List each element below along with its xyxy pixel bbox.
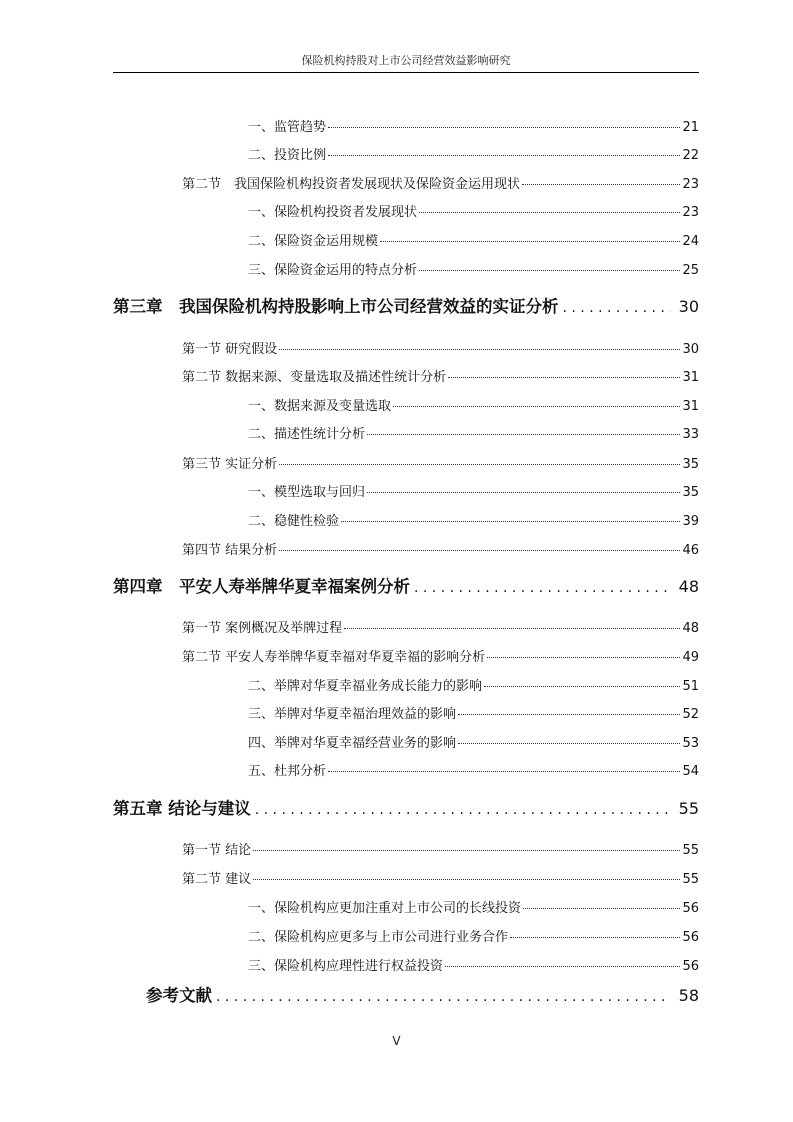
running-header: 保险机构持股对上市公司经营效益影响研究: [301, 54, 511, 67]
toc-entry[interactable]: [248, 260, 699, 280]
toc-entry[interactable]: [182, 339, 699, 359]
toc-leader-dots: [328, 142, 680, 156]
toc-entry-title: 第一节 研究假设: [182, 342, 278, 357]
toc-entry[interactable]: [182, 174, 699, 194]
toc-entry-title: 第四节 结果分析: [182, 543, 278, 558]
toc-entry-page: 22: [682, 148, 699, 163]
toc-entry-title: 第二节 数据来源、变量选取及描述性统计分析: [182, 370, 447, 385]
toc-entry-title: 第三节 实证分析: [182, 457, 278, 472]
toc-entry[interactable]: [248, 927, 699, 947]
toc-entry-page: 55: [682, 872, 699, 887]
toc-leader-dots: [522, 171, 680, 185]
toc-entry[interactable]: [248, 511, 699, 531]
toc-entry-page: 55: [678, 799, 699, 818]
toc-entry-page: 23: [682, 205, 699, 220]
toc-entry[interactable]: [182, 367, 699, 387]
toc-entry-title: 二、描述性统计分析: [248, 427, 366, 442]
toc-leader-dots: [563, 297, 671, 319]
toc-entry-page: 51: [682, 679, 699, 694]
toc-leader-dots: [328, 758, 680, 772]
toc-leader-dots: [367, 479, 680, 493]
toc-leader-dots: [279, 336, 680, 350]
toc-leader-dots: [328, 114, 680, 128]
toc-leader-dots: [523, 895, 680, 909]
toc-leader-dots: [393, 393, 680, 407]
toc-entry-page: 31: [682, 370, 699, 385]
toc-entry[interactable]: [248, 202, 699, 222]
toc-entry-page: 53: [682, 736, 699, 751]
toc-entry-title: 第一节 案例概况及举牌过程: [182, 621, 343, 636]
toc-entry[interactable]: [182, 647, 699, 667]
toc-leader-dots: [448, 364, 680, 378]
toc-entry-title: 第二节 建议: [182, 872, 252, 887]
toc-entry[interactable]: [248, 676, 699, 696]
toc-entry[interactable]: [146, 985, 699, 1008]
toc-entry[interactable]: [182, 454, 699, 474]
toc-leader-dots: [487, 644, 680, 658]
toc-entry-page: 33: [682, 427, 699, 442]
toc-entry-page: 30: [682, 342, 699, 357]
toc-entry-title: 一、模型选取与回归: [248, 485, 366, 500]
toc-entry-page: 55: [682, 843, 699, 858]
toc-leader-dots: [253, 837, 680, 851]
toc-entry[interactable]: [248, 898, 699, 918]
toc-leader-dots: [510, 924, 680, 938]
toc-entry[interactable]: [248, 482, 699, 502]
toc-entry-page: 56: [682, 901, 699, 916]
toc-leader-dots: [279, 537, 680, 551]
toc-entry[interactable]: [182, 618, 699, 638]
toc-leader-dots: [367, 421, 680, 435]
toc-entry[interactable]: [182, 840, 699, 860]
toc-entry-page: 58: [678, 986, 699, 1005]
toc-entry-page: 24: [682, 234, 699, 249]
toc-entry-title: 第三章 我国保险机构持股影响上市公司经营效益的实证分析: [113, 297, 559, 316]
toc-entry-page: 56: [682, 930, 699, 945]
toc-entry-title: 二、保险资金运用规模: [248, 234, 379, 249]
toc-entry-page: 30: [678, 297, 699, 316]
toc-leader-dots: [279, 451, 680, 465]
toc-entry-title: 一、监管趋势: [248, 120, 327, 135]
toc-entry-title: 二、投资比例: [248, 148, 327, 163]
toc-leader-dots: [484, 673, 680, 687]
toc-leader-dots: [458, 701, 680, 715]
toc-entry-page: 21: [682, 120, 699, 135]
toc-entry[interactable]: [248, 704, 699, 724]
toc-entry-title: 第四章 平安人寿举牌华夏幸福案例分析: [113, 577, 410, 596]
toc-entry-title: 三、举牌对华夏幸福治理效益的影响: [248, 707, 457, 722]
toc-leader-dots: [419, 199, 680, 213]
toc-entry[interactable]: [248, 117, 699, 137]
toc-leader-dots: [380, 228, 680, 242]
toc-leader-dots: [344, 615, 680, 629]
toc-leader-dots: [341, 508, 680, 522]
toc-entry[interactable]: [248, 231, 699, 251]
toc-entry-page: 46: [682, 543, 699, 558]
toc-leader-dots: [458, 730, 680, 744]
toc-entry-title: 二、保险机构应更多与上市公司进行业务合作: [248, 930, 509, 945]
toc-entry-title: 一、数据来源及变量选取: [248, 399, 392, 414]
toc-entry-title: 第二节 平安人寿举牌华夏幸福对华夏幸福的影响分析: [182, 650, 486, 665]
toc-entry[interactable]: [248, 145, 699, 165]
toc-entry[interactable]: [182, 540, 699, 560]
toc-entry[interactable]: [248, 761, 699, 781]
toc-entry[interactable]: [113, 798, 699, 821]
toc-entry-page: 35: [682, 457, 699, 472]
toc-leader-dots: [445, 953, 680, 967]
toc-entry-page: 39: [682, 514, 699, 529]
toc-entry[interactable]: [182, 869, 699, 889]
toc-entry-page: 23: [682, 177, 699, 192]
toc-entry-page: 35: [682, 485, 699, 500]
toc-entry-title: 第一节 结论: [182, 843, 252, 858]
toc-leader-dots: [414, 577, 671, 599]
toc-entry-title: 三、保险资金运用的特点分析: [248, 263, 418, 278]
toc-leader-dots: [216, 986, 671, 1008]
toc-leader-dots: [419, 257, 680, 271]
toc-entry-page: 56: [682, 959, 699, 974]
toc-entry-title: 五、杜邦分析: [248, 764, 327, 779]
toc-entry[interactable]: [248, 396, 699, 416]
header-rule: [113, 72, 699, 73]
toc-leader-dots: [253, 866, 680, 880]
toc-entry[interactable]: [248, 733, 699, 753]
toc-entry-title: 第五章 结论与建议: [113, 799, 251, 818]
toc-entry-page: 52: [682, 707, 699, 722]
toc-entry-title: 二、举牌对华夏幸福业务成长能力的影响: [248, 679, 483, 694]
toc-entry[interactable]: [248, 424, 699, 444]
toc-entry-title: 第二节 我国保险机构投资者发展现状及保险资金运用现状: [182, 177, 521, 192]
toc-entry-title: 三、保险机构应理性进行权益投资: [248, 959, 444, 974]
toc-entry[interactable]: [113, 576, 699, 599]
toc-entry-page: 48: [678, 577, 699, 596]
toc-entry-page: 48: [682, 621, 699, 636]
toc-entry[interactable]: [248, 956, 699, 976]
toc-entry-title: 二、稳健性检验: [248, 514, 340, 529]
page-number: V: [392, 1034, 401, 1048]
toc-entry-title: 四、举牌对华夏幸福经营业务的影响: [248, 736, 457, 751]
toc-entry-title: 一、保险机构应更加注重对上市公司的长线投资: [248, 901, 522, 916]
toc-entry-page: 54: [682, 764, 699, 779]
toc-entry-page: 31: [682, 399, 699, 414]
toc-leader-dots: [255, 799, 671, 821]
toc-entry-page: 49: [682, 650, 699, 665]
toc-entry-title: 参考文献: [146, 986, 212, 1005]
toc-entry[interactable]: [113, 296, 699, 319]
toc-entry-page: 25: [682, 263, 699, 278]
toc-entry-title: 一、保险机构投资者发展现状: [248, 205, 418, 220]
